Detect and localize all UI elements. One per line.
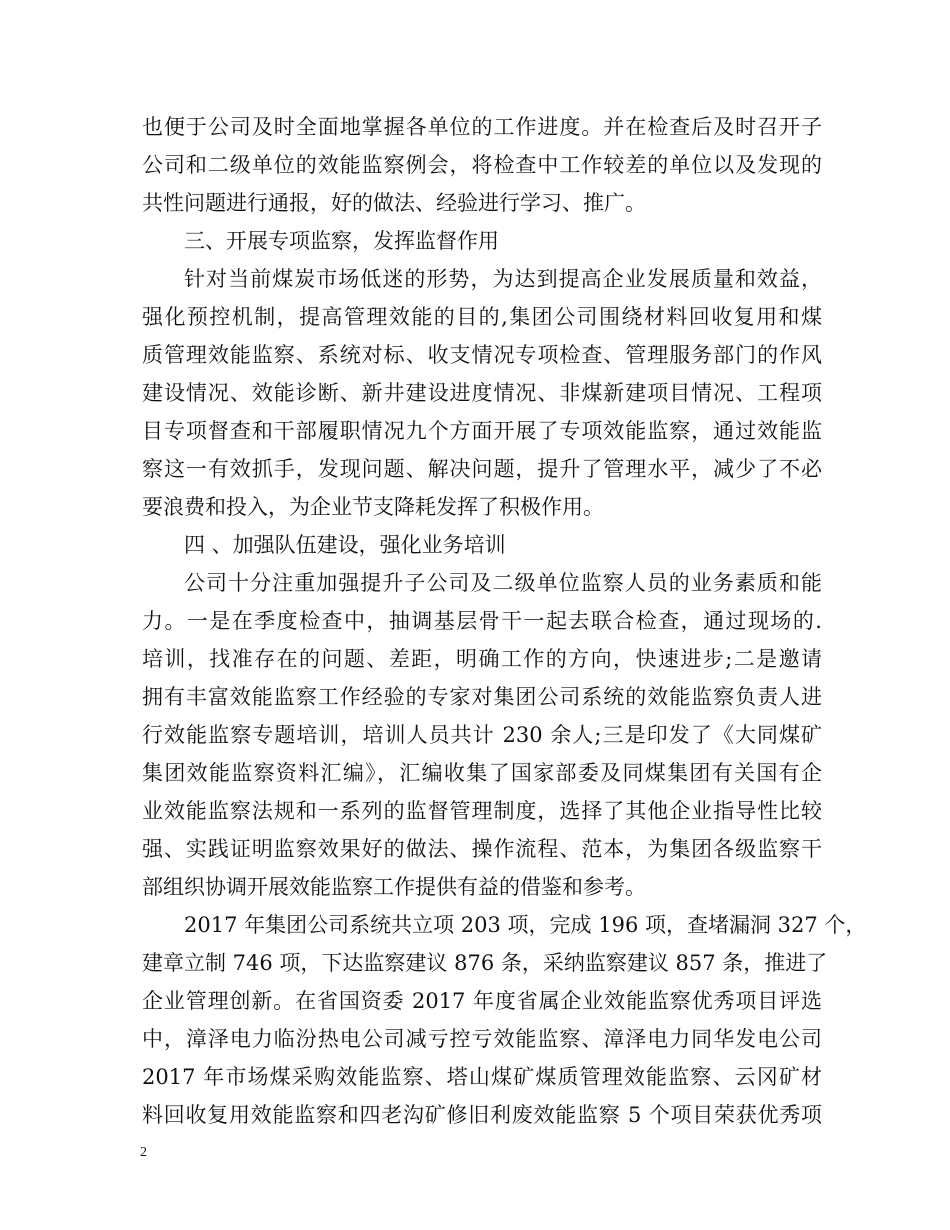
text-line: 业效能监察法规和一系列的监督管理制度，选择了其他企业指导性比较 [142,799,822,823]
text-line: 质管理效能监察、系统对标、收支情况专项检查、管理服务部门的作风 [142,343,822,367]
text-line: 建章立制 746 项，下达监察建议 876 条，采纳监察建议 857 条，推进了 [142,951,828,975]
text-line: 集团效能监察资料汇编》，汇编收集了国家部委及同煤集团有关国有企 [142,761,822,785]
text-line: 2017 年市场煤采购效能监察、塔山煤矿煤质管理效能监察、云冈矿材 [142,1065,822,1089]
text-line: 要浪费和投入，为企业节支降耗发挥了积极作用。 [142,495,604,519]
text-line: 也便于公司及时全面地掌握各单位的工作进度。并在检查后及时召开子 [142,115,822,139]
text-line: 部组织协调开展效能监察工作提供有益的借鉴和参考。 [142,875,646,899]
page-number: 2 [140,1145,147,1160]
text-line: 强化预控机制，提高管理效能的目的,集团公司围绕材料回收复用和煤 [142,305,822,329]
text-line: 共性问题进行通报，好的做法、经验进行学习、推广。 [142,191,646,215]
section-heading-3: 三、开展专项监察，发挥监督作用 [184,229,499,253]
body-text [142,108,867,1134]
text-line: 公司和二级单位的效能监察例会，将检查中工作较差的单位以及发现的 [142,153,822,177]
text-line: 料回收复用效能监察和四老沟矿修旧利废效能监察 5 个项目荣获优秀项 [142,1103,822,1127]
text-line: 建设情况、效能诊断、新井建设进度情况、非煤新建项目情况、工程项 [142,381,822,405]
text-line: 公司十分注重加强提升子公司及二级单位监察人员的业务素质和能 [184,571,822,595]
text-line: 强、实践证明监察效果好的做法、操作流程、范本，为集团各级监察干 [142,837,822,861]
text-line: 目专项督查和干部履职情况九个方面开展了专项效能监察，通过效能监 [142,419,822,443]
section-heading-4: 四 、加强队伍建设，强化业务培训 [184,533,506,557]
text-line: 行效能监察专题培训，培训人员共计 230 余人;三是印发了《大同煤矿 [142,723,822,747]
text-line: 企业管理创新。在省国资委 2017 年度省属企业效能监察优秀项目评选 [142,989,822,1013]
text-line: 针对当前煤炭市场低迷的形势，为达到提高企业发展质量和效益， [184,267,822,291]
text-line: 培训，找准存在的问题、差距，明确工作的方向，快速进步;二是邀请 [142,647,822,671]
text-line: 察这一有效抓手，发现问题、解决问题，提升了管理水平，减少了不必 [142,457,822,481]
text-line: 拥有丰富效能监察工作经验的专家对集团公司系统的效能监察负责人进 [142,685,822,709]
text-line: 2017 年集团公司系统共立项 203 项，完成 196 项，查堵漏洞 327 个， [184,913,867,937]
text-line: 中，漳泽电力临汾热电公司减亏控亏效能监察、漳泽电力同华发电公司 [142,1027,822,1051]
text-line: 力。一是在季度检查中，抽调基层骨干一起去联合检查，通过现场的. [142,609,822,633]
